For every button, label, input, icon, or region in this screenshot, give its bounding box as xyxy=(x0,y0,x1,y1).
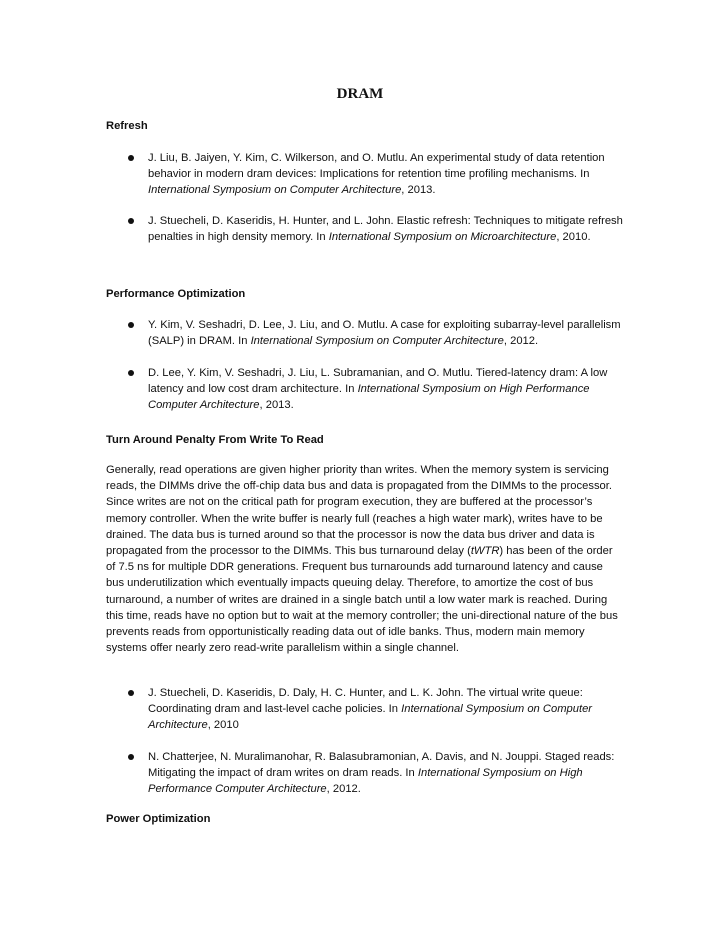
reference-venue: International Symposium on Computer Architecture xyxy=(250,335,504,348)
reference-venue: International Symposium on High Performance Computer Architecture xyxy=(148,767,583,796)
paragraph-text-cont: ) has been of the order of 7.5 ns for multiple DDR generations. Frequent bus turnarounds add turnaround latency and cause bus underutilization which eventually impacts queuing delay. Therefore, to amortize the cost of bus turnaround, a number of writes are drained in a single batch until a low water mark is reached. During this time, reads have no option but to wait at the memory controller; the uni-directional nature of the bus prevents reads from opportunistically reading data out of idle banks. Thus, modern main memory systems offer nearly zero read-write parallelism within a single channel. xyxy=(106,545,618,655)
reference-venue: International Symposium on Microarchitecture xyxy=(328,231,557,244)
reference-year: , 2012. xyxy=(503,335,539,348)
reference-venue: International Symposium on High Performance Computer Architecture xyxy=(148,383,590,412)
reference-text: J. Stuecheli, D. Kaseridis, H. Hunter, and L. John. Elastic refresh: Techniques to mitigate refresh penalties in high density memory. In xyxy=(148,215,623,244)
reference-item xyxy=(148,749,628,798)
reference-year: , 2013. xyxy=(259,399,294,412)
paragraph-term: tWTR xyxy=(470,545,500,558)
reference-venue: International Symposium on Computer Architecture xyxy=(148,703,593,732)
section-heading-refresh: Refresh xyxy=(106,120,148,132)
bullet-icon xyxy=(128,155,134,161)
paragraph-text: Generally, read operations are given higher priority than writes. When the memory system is servicing reads, the DIMMs drive the off-chip data bus and data is propagated from the DIMMs to the processor. Since writes are not on the critical path for program execution, they are buffered at the processor’s memory controller. When the write buffer is nearly full (reaches a high water mark), writes have to be drained. The data bus is turned around so that the processor is now the data bus driver and data is propagated from the processor to the DIMMs. This bus turnaround delay ( xyxy=(106,464,612,558)
reference-year: , 2013. xyxy=(401,184,436,197)
reference-item xyxy=(148,685,628,734)
bullet-icon xyxy=(128,690,134,696)
reference-item xyxy=(148,213,628,245)
bullet-icon xyxy=(128,322,134,328)
reference-year: , 2010 xyxy=(207,719,239,732)
reference-text: J. Liu, B. Jaiyen, Y. Kim, C. Wilkerson, and O. Mutlu. An experimental study of data retention behavior in modern dram devices: Implications for retention time profiling mechanisms. In xyxy=(148,152,605,181)
reference-item xyxy=(148,317,628,349)
reference-text: D. Lee, Y. Kim, V. Seshadri, J. Liu, L. Subramanian, and O. Mutlu. Tiered-latency dram: A low latency and low cost dram architecture. In xyxy=(148,367,608,396)
section-heading-turnaround: Turn Around Penalty From Write To Read xyxy=(106,434,324,446)
reference-text: J. Stuecheli, D. Kaseridis, D. Daly, H. C. Hunter, and L. K. John. The virtual write queue: Coordinating dram and last-level cache policies. In xyxy=(148,687,583,716)
bullet-icon xyxy=(128,218,134,224)
section-heading-performance: Performance Optimization xyxy=(106,288,246,300)
reference-text: Y. Kim, V. Seshadri, D. Lee, J. Liu, and O. Mutlu. A case for exploiting subarray-level parallelism (SALP) in DRAM. In xyxy=(148,319,621,348)
section-heading-power: Power Optimization xyxy=(106,813,211,825)
reference-year: , 2010. xyxy=(556,231,591,244)
bullet-icon xyxy=(128,370,134,376)
reference-text: N. Chatterjee, N. Muralimanohar, R. Balasubramonian, A. Davis, and N. Jouppi. Staged reads: Mitigating the impact of dram writes on dram reads. In xyxy=(148,751,615,780)
reference-venue: International Symposium on Computer Architecture xyxy=(148,184,402,197)
reference-item xyxy=(148,365,628,414)
bullet-icon xyxy=(128,754,134,760)
page-title: DRAM xyxy=(336,86,384,102)
reference-year: , 2012. xyxy=(326,783,361,796)
reference-item xyxy=(148,150,628,199)
body-paragraph xyxy=(106,462,624,656)
